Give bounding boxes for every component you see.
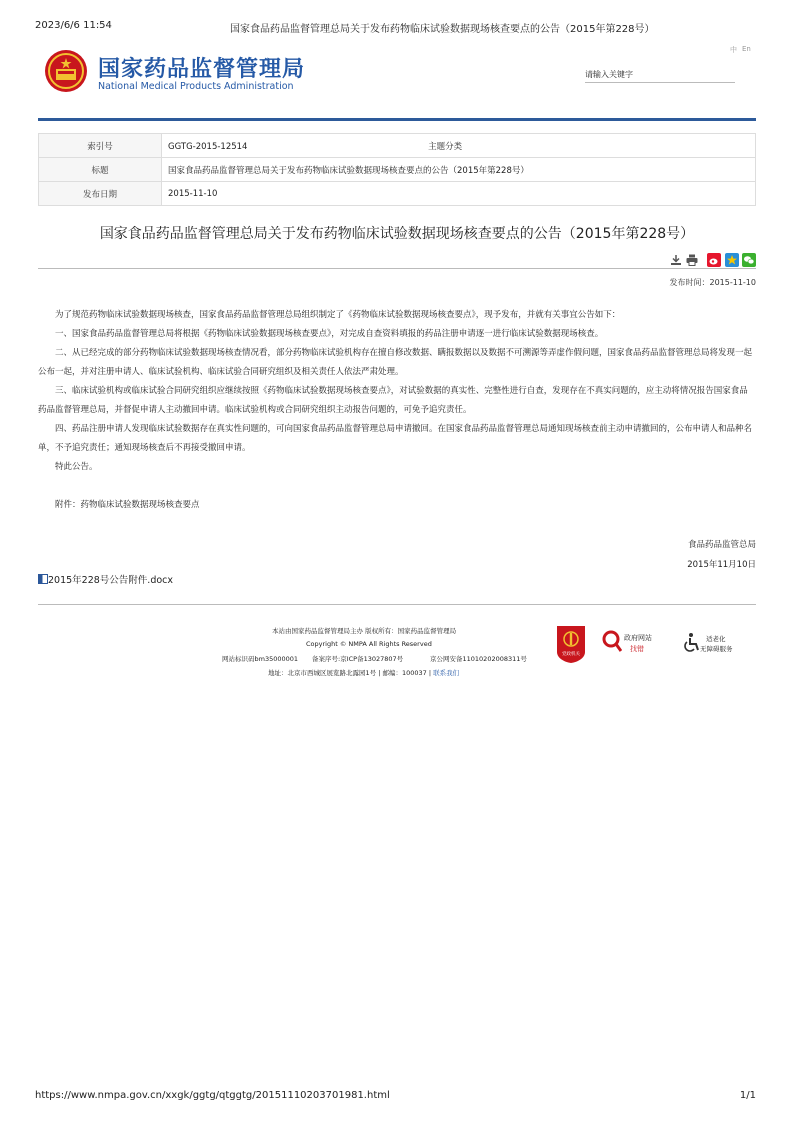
- article-body: [38, 306, 756, 515]
- footer-police[interactable]: 京公网安备11010202008311号: [430, 655, 527, 663]
- paragraph: 为了规范药物临床试验数据现场核查，国家食品药品监督管理总局组织制定了《药物临床试验数据现场核查要点》，现予发布，并就有关事宜公告如下：: [55, 310, 621, 320]
- download-icon[interactable]: [669, 253, 683, 267]
- index-number: GGTG-2015-12514: [168, 141, 248, 152]
- paragraph: 四、药品注册申请人发现临床试验数据存在真实性问题的，可向国家食品药品监督管理总局申请撤回。在国家食品药品监督管理总局通知现场核查前主动申请撤回的，公布申请人和品种名单，不予追究责任；通知现场核查后不再接受撤回申请。: [38, 424, 753, 453]
- gov-site-error-badge[interactable]: [602, 630, 662, 658]
- favorite-share-icon[interactable]: [725, 253, 739, 267]
- print-url: https://www.nmpa.gov.cn/xxgk/ggtg/qtggtg/20151110203701981.html: [35, 1090, 390, 1101]
- magnifier-icon: [602, 630, 622, 654]
- wechat-share-icon[interactable]: [742, 253, 756, 267]
- lang-en-link[interactable]: En: [742, 45, 751, 53]
- paragraph: 一、国家食品药品监督管理总局将根据《药物临床试验数据现场核查要点》，对完成自查资料填报的药品注册申请逐一进行临床试验数据现场核查。: [55, 329, 604, 339]
- meta-row-title: [39, 158, 756, 182]
- footer-site-id: 网站标识码bm35000001: [222, 655, 299, 663]
- signature-date: 2015年11月10日: [687, 560, 756, 570]
- meta-value: [162, 134, 756, 158]
- search-input[interactable]: [585, 66, 735, 83]
- site-name-en: National Medical Products Administration: [98, 81, 294, 92]
- gov-site-title: 政府网站: [624, 634, 652, 642]
- accessibility-sub: 无障碍服务: [700, 645, 733, 653]
- contact-us-link[interactable]: 联系我们: [433, 669, 460, 677]
- category-label: 主题分类: [428, 141, 463, 152]
- meta-label: 发布日期: [39, 182, 162, 206]
- article-title: 国家食品药品监督管理总局关于发布药物临床试验数据现场核查要点的公告（2015年第228号）: [99, 226, 695, 242]
- word-file-icon: [38, 574, 48, 584]
- meta-value: 2015-11-10: [162, 182, 756, 206]
- meta-row-index: [39, 134, 756, 158]
- print-page-number: 1/1: [739, 1090, 756, 1101]
- accessibility-title: 适老化: [706, 635, 726, 643]
- print-icon[interactable]: [685, 253, 699, 267]
- title-divider: [38, 268, 756, 269]
- meta-label: 索引号: [39, 134, 162, 158]
- print-page-title: 国家食品药品监督管理总局关于发布药物临床试验数据现场核查要点的公告（2015年第228号）: [230, 24, 655, 35]
- meta-row-date: [39, 182, 756, 206]
- signature-org: 食品药品监管总局: [687, 540, 756, 550]
- accessibility-badge[interactable]: [682, 632, 746, 658]
- meta-value: 国家食品药品监督管理总局关于发布药物临床试验数据现场核查要点的公告（2015年第228号）: [162, 158, 756, 182]
- party-gov-label: 党政机关: [562, 652, 580, 657]
- attachment-filename[interactable]: 2015年228号公告附件.docx: [48, 575, 174, 586]
- paragraph: 二、从已经完成的部分药物临床试验数据现场核查情况看，部分药物临床试验机构存在擅自修改数据、瞒报数据以及数据不可溯源等弄虚作假问题，国家食品药品监督管理总局将发现一起公布一起，并对注册申请人、临床试验机构、临床试验合同研究组织及相关责任人依法严肃处理。: [38, 348, 753, 377]
- party-gov-emblem-icon: [555, 624, 587, 664]
- national-emblem-icon[interactable]: [44, 49, 88, 93]
- footer-copyright: Copyright © NMPA All Rights Reserved: [306, 640, 432, 648]
- weibo-share-icon[interactable]: [707, 253, 721, 267]
- lang-cn-link[interactable]: 中: [730, 46, 737, 54]
- header-divider: [38, 118, 756, 121]
- attachment-note: 附件：药物临床试验数据现场核查要点: [55, 500, 200, 510]
- footer-address: [268, 668, 459, 677]
- meta-table: [38, 133, 756, 206]
- footer-icp[interactable]: 备案序号:京ICP备13027807号: [312, 655, 404, 663]
- footer-owner: 本站由国家药品监督管理局主办 版权所有：国家药品监督管理局: [272, 627, 457, 635]
- paragraph: 三、临床试验机构或临床试验合同研究组织应继续按照《药物临床试验数据现场核查要点》，对试验数据的真实性、完整性进行自查，发现存在不真实问题的，应主动将情况报告国家食品药品监督管理总局，并督促申请人主动撤回申请。临床试验机构或合同研究组织主动报告问题的，可免予追究责任。: [38, 386, 748, 415]
- site-name-cn[interactable]: 国家药品监督管理局: [98, 57, 306, 82]
- publish-time: 发布时间：2015-11-10: [669, 278, 756, 287]
- attachment-link[interactable]: [38, 572, 173, 586]
- footer-divider: [38, 604, 756, 605]
- meta-label: 标题: [39, 158, 162, 182]
- address-text: 地址：北京市西城区展览路北露园1号 | 邮编：100037 |: [268, 669, 432, 677]
- print-datetime: 2023/6/6 11:54: [35, 20, 112, 31]
- gov-site-sub: 找错: [630, 645, 644, 653]
- accessibility-icon: [682, 632, 702, 654]
- party-gov-badge[interactable]: [555, 624, 587, 664]
- paragraph: 特此公告。: [55, 462, 98, 472]
